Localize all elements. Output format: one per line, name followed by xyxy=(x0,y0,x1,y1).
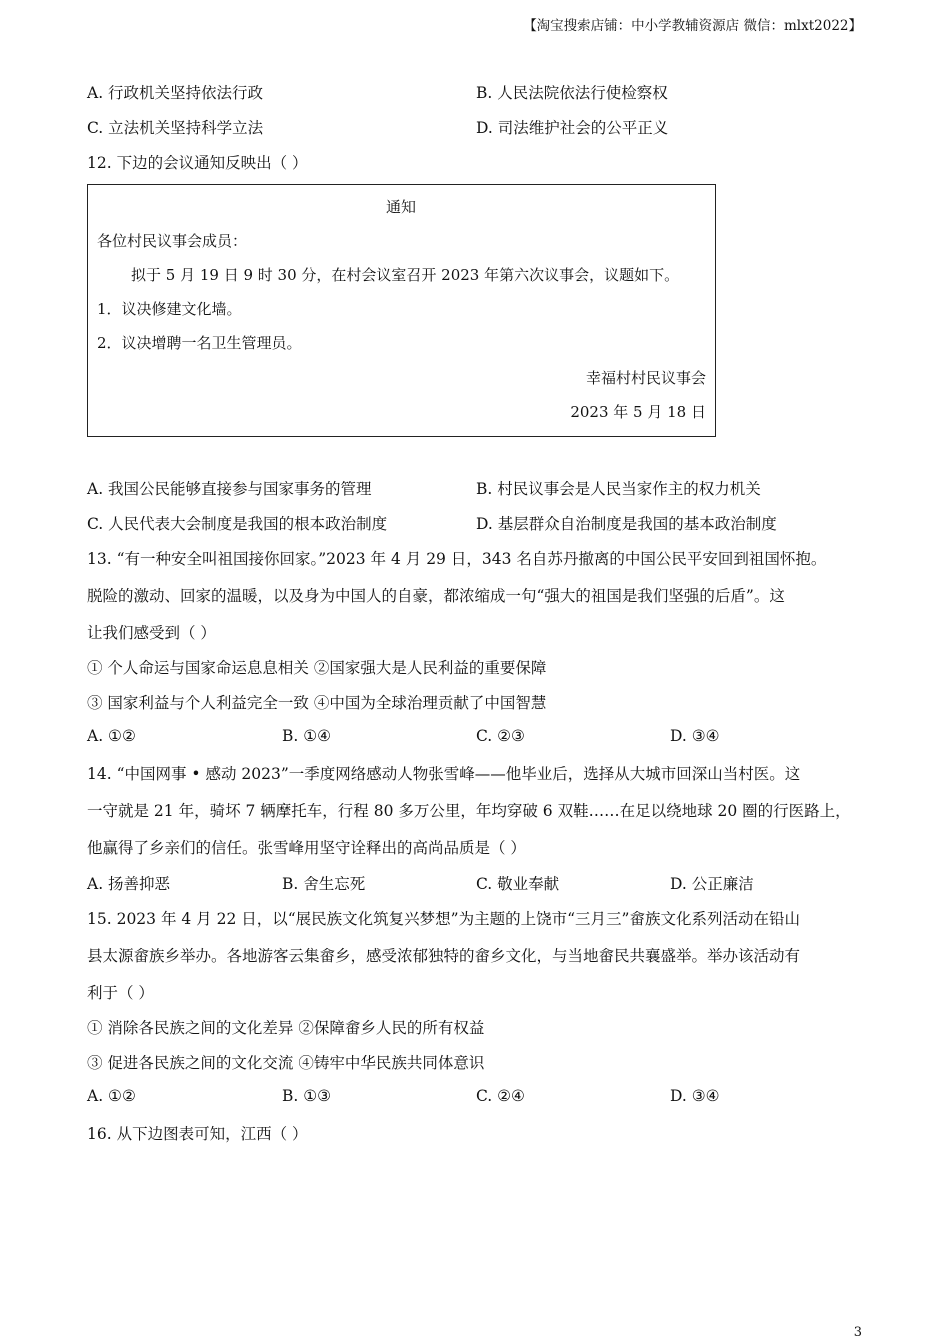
q12-option-b: B. 村民议事会是人民当家作主的权力机关 xyxy=(476,480,761,498)
q13-option-c: C. ②③ xyxy=(476,727,525,745)
q14-option-a: A. 扬善抑恶 xyxy=(87,875,171,893)
page-header: 【淘宝搜索店铺：中小学教辅资源店 微信：mlxt2022】 xyxy=(523,18,862,34)
q13-statement-2: ③ 国家利益与个人利益完全一致 ④中国为全球治理贡献了中国智慧 xyxy=(87,694,547,712)
q12-stem: 12. 下边的会议通知反映出（ ） xyxy=(87,154,308,172)
q13-stem-line-2: 脱险的激动、回家的温暖，以及身为中国人的自豪，都浓缩成一句“强大的祖国是我们坚强的后盾”。这 xyxy=(87,587,785,605)
q15-stem-line-1: 15. 2023 年 4 月 22 日，以“展民族文化筑复兴梦想”为主题的上饶市“三月三”畲族文化系列活动在铅山 xyxy=(87,910,800,928)
notice-title: 通知 xyxy=(386,198,417,216)
q13-option-a: A. ①② xyxy=(87,727,136,745)
q11-option-c: C. 立法机关坚持科学立法 xyxy=(87,119,264,137)
q15-statement-1: ① 消除各民族之间的文化差异 ②保障畲乡人民的所有权益 xyxy=(87,1019,485,1037)
q12-option-d: D. 基层群众自治制度是我国的基本政治制度 xyxy=(476,515,777,533)
q15-option-a: A. ①② xyxy=(87,1087,136,1105)
page-number: 3 xyxy=(853,1325,862,1340)
q13-stem-line-3: 让我们感受到（ ） xyxy=(87,624,216,642)
q11-option-b: B. 人民法院依法行使检察权 xyxy=(476,84,668,102)
q13-option-b: B. ①④ xyxy=(282,727,332,745)
q12-option-c: C. 人民代表大会制度是我国的根本政治制度 xyxy=(87,515,388,533)
q15-option-b: B. ①③ xyxy=(282,1087,332,1105)
q11-option-a: A. 行政机关坚持依法行政 xyxy=(87,84,264,102)
notice-date: 2023 年 5 月 18 日 xyxy=(570,403,706,421)
q15-option-c: C. ②④ xyxy=(476,1087,525,1105)
q15-option-d: D. ③④ xyxy=(670,1087,720,1105)
q12-option-a: A. 我国公民能够直接参与国家事务的管理 xyxy=(87,480,372,498)
q13-stem-line-1: 13. “有一种安全叫祖国接你回家。”2023 年 4 月 29 日，343 名自苏丹撤离的中国公民平安回到祖国怀抱。 xyxy=(87,550,827,568)
q15-stem-line-2: 县太源畲族乡举办。各地游客云集畲乡，感受浓郁独特的畲乡文化，与当地畲民共襄盛举。举办该活动有 xyxy=(87,947,801,965)
q14-stem-line-2: 一守就是 21 年，骑坏 7 辆摩托车，行程 80 多万公里，年均穿破 6 双鞋……在足以绕地球 20 圈的行医路上， xyxy=(87,802,851,820)
q13-option-d: D. ③④ xyxy=(670,727,720,745)
q14-stem-line-1: 14. “中国网事 • 感动 2023”一季度网络感动人物张雪峰——他毕业后，选择从大城市回深山当村医。这 xyxy=(87,765,801,783)
q15-stem-line-3: 利于（ ） xyxy=(87,984,154,1002)
q14-stem-line-3: 他赢得了乡亲们的信任。张雪峰用坚守诠释出的高尚品质是（ ） xyxy=(87,839,526,857)
notice-salutation: 各位村民议事会成员： xyxy=(97,232,248,250)
notice-signature: 幸福村村民议事会 xyxy=(585,369,706,387)
q13-statement-1: ① 个人命运与国家命运息息相关 ②国家强大是人民利益的重要保障 xyxy=(87,659,547,677)
q14-option-c: C. 敬业奉献 xyxy=(476,875,560,893)
notice-item-1: 1．议决修建文化墙。 xyxy=(97,300,242,318)
q15-statement-2: ③ 促进各民族之间的文化交流 ④铸牢中华民族共同体意识 xyxy=(87,1054,485,1072)
meeting-notice-box xyxy=(87,184,716,437)
q16-stem: 16. 从下边图表可知，江西（ ） xyxy=(87,1125,308,1143)
q14-option-d: D. 公正廉洁 xyxy=(670,875,754,893)
q11-option-d: D. 司法维护社会的公平正义 xyxy=(476,119,669,137)
q14-option-b: B. 舍生忘死 xyxy=(282,875,366,893)
notice-body: 拟于 5 月 19 日 9 时 30 分，在村会议室召开 2023 年第六次议事会，议题如下。 xyxy=(131,266,680,284)
notice-item-2: 2．议决增聘一名卫生管理员。 xyxy=(97,334,302,352)
